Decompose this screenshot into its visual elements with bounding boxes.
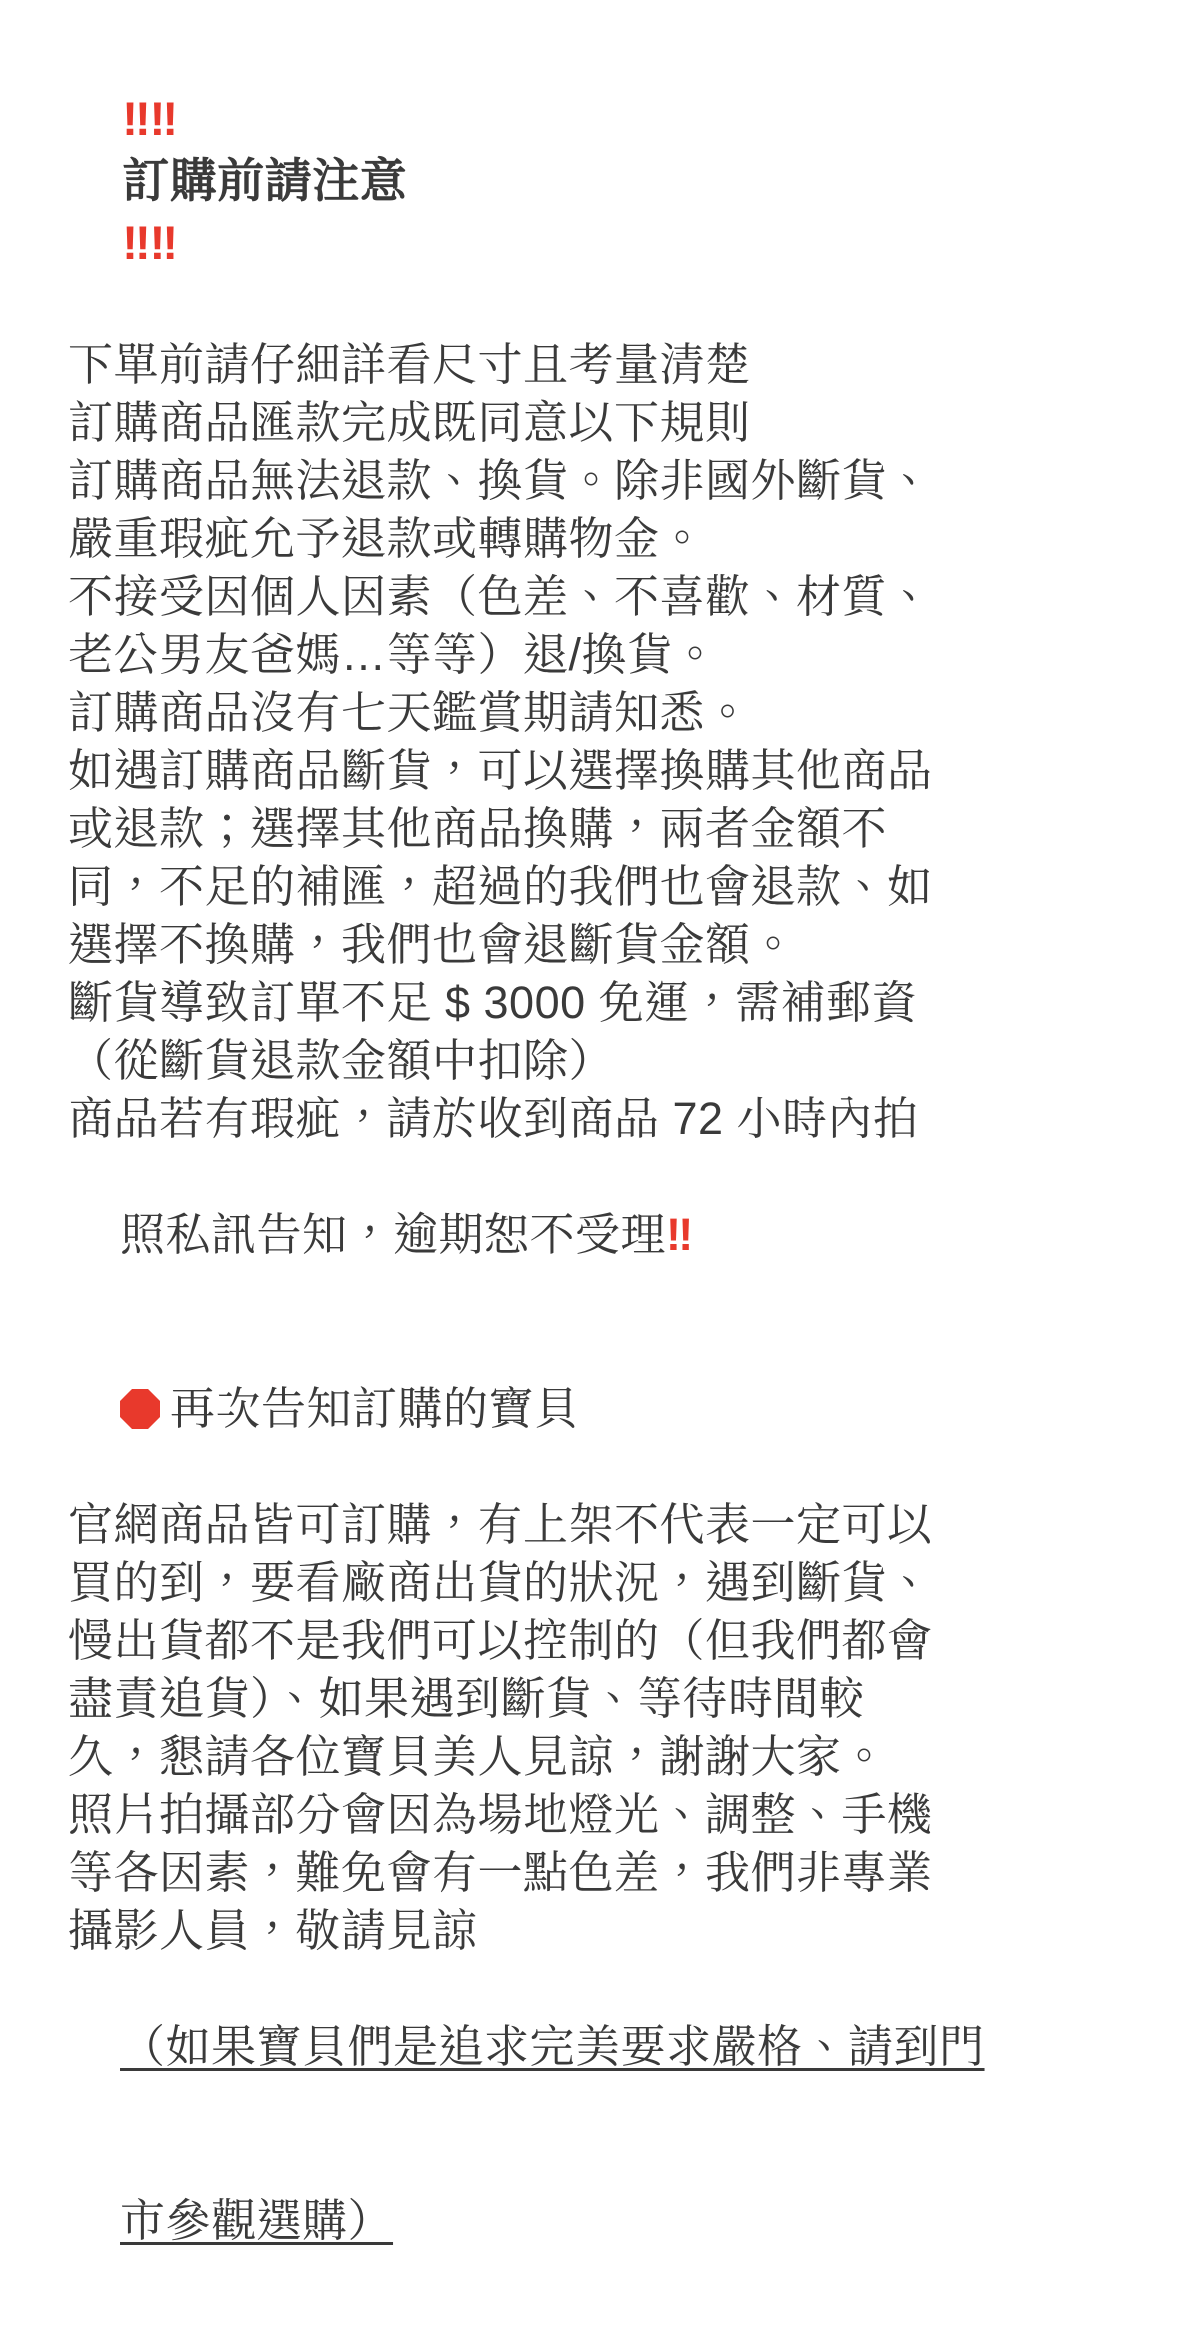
notice-line-4: 嚴重瑕疵允予退款或轉購物金。 bbox=[68, 513, 706, 564]
section-two-heading-text: 再次告知訂購的寶貝 bbox=[170, 1383, 580, 1434]
double-exclamation-icon-tail: ‼ bbox=[666, 1209, 693, 1260]
section-two-line-4: 盡責追貨）、如果遇到斷貨、等待時間較 bbox=[68, 1673, 865, 1724]
closing-line-1-text: （如果寶貝們是追求完美要求嚴格、請到門 bbox=[120, 2021, 985, 2072]
section-two-line-5: 久，懇請各位寶貝美人見諒，謝謝大家。 bbox=[68, 1731, 888, 1782]
double-exclamation-icon-left: ‼‼ bbox=[122, 92, 178, 145]
section-two-line-8: 攝影人員，敬請見諒 bbox=[68, 1905, 478, 1956]
notice-line-1: 下單前請仔細詳看尺寸且考量清楚 bbox=[68, 339, 751, 390]
notice-line-10: 同，不足的補匯，超過的我們也會退款、如 bbox=[68, 861, 933, 912]
section-two-line-6: 照片拍攝部分會因為場地燈光、調整、手機 bbox=[68, 1789, 933, 1840]
page-title bbox=[68, 26, 1140, 336]
section-two-line-2: 買的到，要看廠商出貨的狀況，遇到斷貨、 bbox=[68, 1557, 933, 1608]
notice-line-9: 或退款；選擇其他商品換購，兩者金額不 bbox=[68, 803, 888, 854]
section-two-heading bbox=[68, 1322, 1140, 1496]
double-exclamation-icon-right: ‼‼ bbox=[122, 216, 178, 269]
notice-line-6: 老公男友爸媽…等等）退/換貨。 bbox=[68, 629, 719, 680]
page-title-text: 訂購前請注意 bbox=[122, 154, 408, 207]
notice-line-15 bbox=[68, 1148, 1140, 1322]
notice-line-7: 訂購商品沒有七天鑑賞期請知悉。 bbox=[68, 687, 751, 738]
closing-line-2-text: 市參觀選購） bbox=[120, 2195, 394, 2246]
red-octagon-icon bbox=[120, 1389, 160, 1429]
section-two-line-1: 官網商品皆可訂購，有上架不代表一定可以 bbox=[68, 1499, 933, 1550]
section-two-line-3: 慢出貨都不是我們可以控制的（但我們都會 bbox=[68, 1615, 933, 1666]
notice-line-5: 不接受因個人因素（色差、不喜歡、材質、 bbox=[68, 571, 933, 622]
notice-line-12: 斷貨導致訂單不足 $ 3000 免運，需補郵資 bbox=[68, 977, 918, 1028]
notice-line-13: （從斷貨退款金額中扣除） bbox=[68, 1035, 615, 1086]
section-two-line-7: 等各因素，難免會有一點色差，我們非專業 bbox=[68, 1847, 933, 1898]
notice-line-11: 選擇不換購，我們也會退斷貨金額。 bbox=[68, 919, 797, 970]
notice-line-2: 訂購商品匯款完成既同意以下規則 bbox=[68, 397, 751, 448]
closing-line-1 bbox=[68, 1960, 1140, 2134]
notice-line-15-text: 照私訊告知，逾期恕不受理 bbox=[120, 1209, 667, 1260]
notice-line-3: 訂購商品無法退款、換貨。除非國外斷貨、 bbox=[68, 455, 933, 506]
closing-line-2 bbox=[68, 2134, 1140, 2308]
notice-line-8: 如遇訂購商品斷貨，可以選擇換購其他商品 bbox=[68, 745, 933, 796]
notice-line-14: 商品若有瑕疵，請於收到商品 72 小時內拍 bbox=[68, 1093, 919, 1144]
